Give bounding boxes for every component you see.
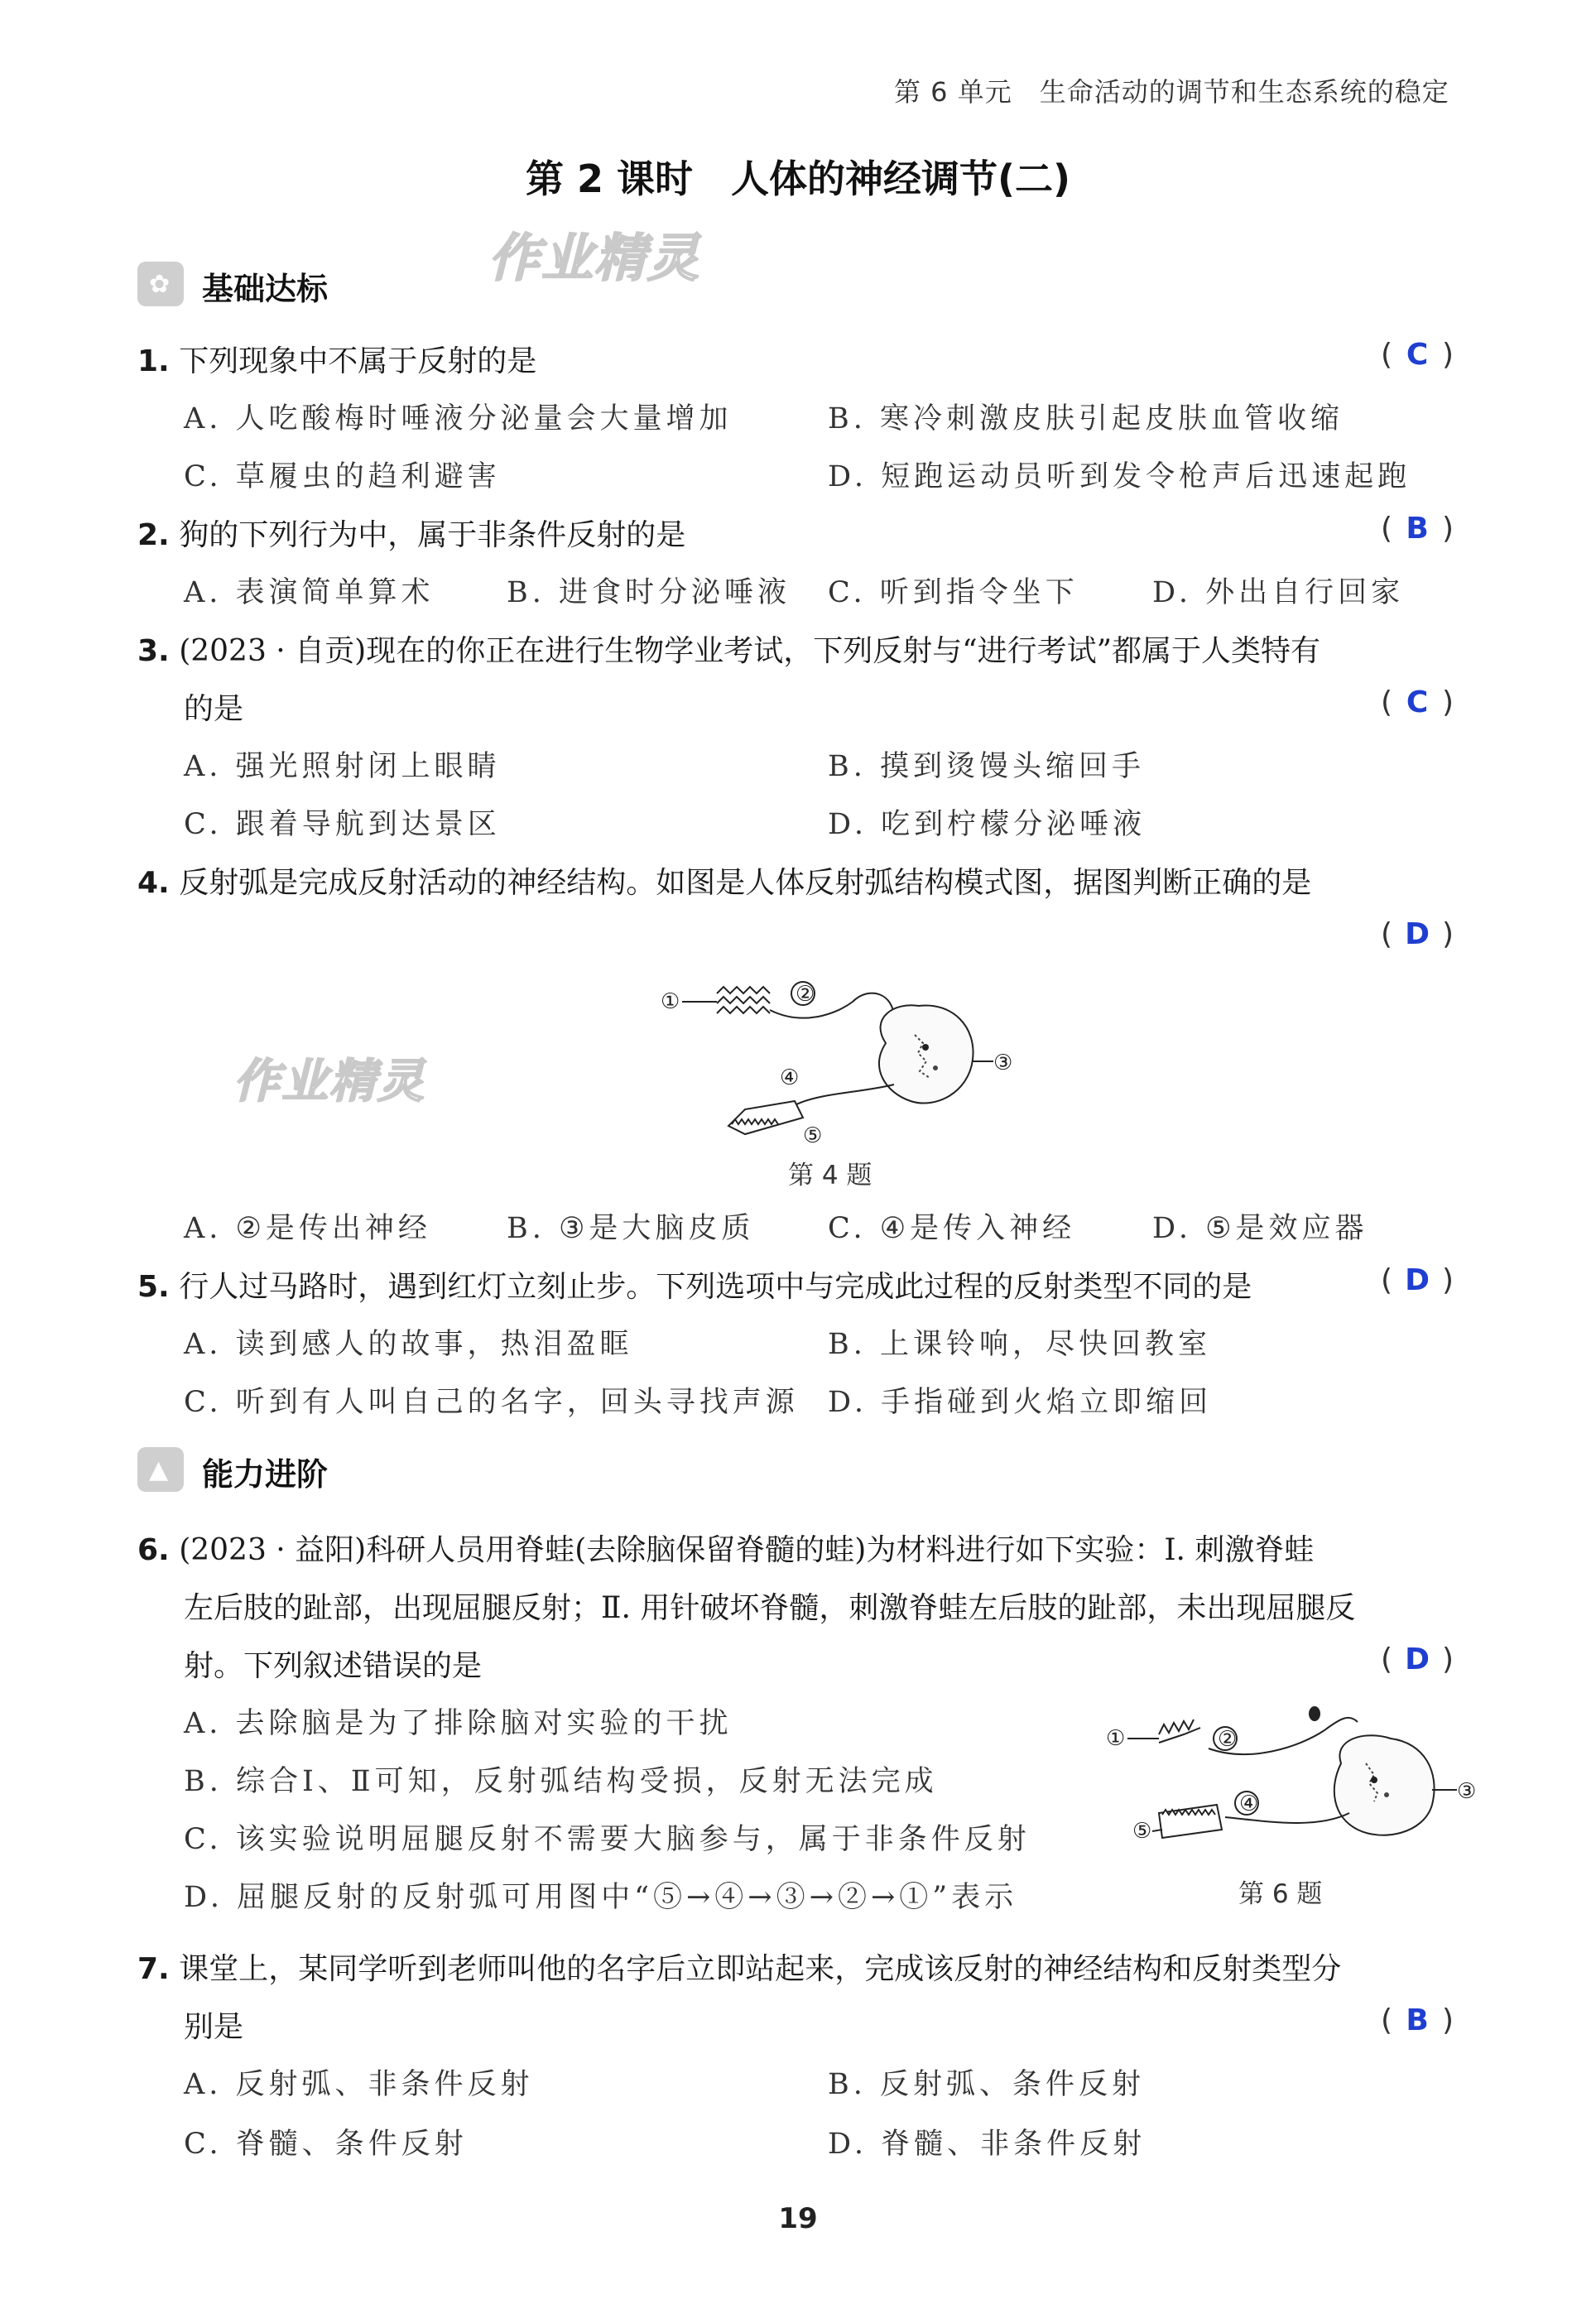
section-icon: ✿: [137, 262, 184, 306]
label-1: ①: [661, 989, 680, 1014]
label-4: ④: [780, 1065, 800, 1090]
answer-q5: [1381, 1263, 1454, 1297]
label-5: ⑤: [1132, 1819, 1152, 1844]
q6-option-d: D. 屈腿反射的反射弧可用图中“⑤→④→③→②→①”表示: [184, 1881, 1018, 1914]
paren-close: ): [1442, 2003, 1454, 2037]
q2-option-a: A. 表演简单算术: [184, 576, 435, 609]
q6-option-c: C. 该实验说明屈腿反射不需要大脑参与，属于非条件反射: [184, 1823, 1031, 1856]
answer-q6: [1381, 1642, 1454, 1676]
paren-open: (: [1381, 685, 1393, 719]
q1-option-c: C. 草履虫的趋利避害: [184, 460, 501, 493]
page-title: 第 2 课时 人体的神经调节(二): [525, 156, 1071, 201]
watermark-middle: 作业精灵: [233, 1055, 425, 1109]
q3-option-a: A. 强光照射闭上眼睛: [184, 750, 501, 783]
label-3: ③: [993, 1051, 1013, 1075]
q6-option-b: B. 综合Ⅰ、Ⅱ可知，反射弧结构受损，反射无法完成: [184, 1765, 938, 1798]
paren-open: (: [1381, 917, 1393, 951]
watermark-top: 作业精灵: [488, 228, 701, 288]
question-number: 6.: [137, 1533, 170, 1567]
reflex-arc-diagram-q6: [1101, 1697, 1490, 1863]
q2-option-c: C. 听到指令坐下: [828, 576, 1079, 609]
question-3: [137, 628, 1320, 670]
question-text: (2023 · 益阳)科研人员用脊蛙(去除脑保留脊髓的蛙)为材料进行如下实验：Ⅰ. 刺激脊蛙: [179, 1533, 1315, 1567]
q2-option-b: B. 进食时分泌唾液: [507, 576, 791, 609]
reflex-arc-diagram-q4: [646, 969, 1026, 1151]
question-6: [137, 1527, 1314, 1569]
answer-letter: D: [1405, 917, 1430, 951]
question-number: 4.: [137, 866, 170, 900]
answer-q2: [1381, 512, 1454, 546]
paren-open: (: [1381, 2003, 1393, 2037]
figure-caption-q6: 第 6 题: [1238, 1879, 1323, 1909]
question-7-line2: 别是: [184, 2010, 244, 2044]
q7-option-a: A. 反射弧、非条件反射: [184, 2068, 534, 2101]
question-number: 7.: [137, 1952, 170, 1986]
label-1: ①: [1106, 1726, 1126, 1751]
paren-open: (: [1381, 512, 1393, 546]
q1-option-a: A. 人吃酸梅时唾液分泌量会大量增加: [184, 402, 733, 435]
q4-option-b: B. ③是大脑皮质: [507, 1212, 755, 1245]
label-2: ②: [796, 982, 815, 1007]
section-title-basic: 基础达标: [202, 271, 329, 307]
question-number: 1.: [137, 344, 170, 378]
page-number: 19: [778, 2202, 818, 2235]
question-text: 行人过马路时，遇到红灯立刻止步。下列选项中与完成此过程的反射类型不同的是: [179, 1270, 1252, 1304]
q5-option-b: B. 上课铃响，尽快回教室: [828, 1328, 1211, 1361]
section-icon: ▲: [137, 1447, 184, 1492]
question-4: [137, 859, 1311, 902]
answer-q3: [1381, 685, 1454, 719]
q4-option-d: D. ⑤是效应器: [1152, 1212, 1368, 1245]
section-title-advanced: 能力进阶: [202, 1456, 329, 1493]
q4-option-c: C. ④是传入神经: [828, 1212, 1076, 1245]
label-3: ③: [1457, 1779, 1477, 1804]
question-text: 狗的下列行为中，属于非条件反射的是: [179, 518, 686, 552]
paren-open: (: [1381, 338, 1393, 372]
question-number: 5.: [137, 1270, 170, 1304]
question-1: [137, 338, 536, 380]
unit-header: 第 6 单元 生命活动的调节和生态系统的稳定: [894, 76, 1449, 108]
question-text: (2023 · 自贡)现在的你正在进行生物学业考试，下列反射与“进行考试”都属于人类特有: [179, 634, 1321, 668]
question-text: 反射弧是完成反射活动的神经结构。如图是人体反射弧结构模式图，据图判断正确的是: [179, 866, 1312, 900]
q1-option-b: B. 寒冷刺激皮肤引起皮肤血管收缩: [828, 402, 1344, 435]
question-7: [137, 1945, 1341, 1988]
q5-option-c: C. 听到有人叫自己的名字，回头寻找声源: [184, 1386, 799, 1419]
paren-open: (: [1381, 1263, 1393, 1297]
paren-close: ): [1442, 917, 1454, 951]
answer-letter: C: [1406, 338, 1429, 372]
answer-letter: D: [1405, 1642, 1430, 1676]
label-5: ⑤: [803, 1123, 823, 1148]
question-5: [137, 1263, 1252, 1306]
answer-letter: B: [1406, 512, 1429, 546]
question-number: 2.: [137, 518, 170, 552]
paren-close: ): [1442, 338, 1454, 372]
label-2: ②: [1218, 1727, 1238, 1752]
paren-close: ): [1442, 685, 1454, 719]
paren-open: (: [1381, 1642, 1393, 1676]
q3-option-b: B. 摸到烫馒头缩回手: [828, 750, 1145, 783]
paren-close: ): [1442, 1642, 1454, 1676]
q4-option-a: A. ②是传出神经: [184, 1212, 431, 1245]
paren-close: ): [1442, 1263, 1454, 1297]
q5-option-d: D. 手指碰到火焰立即缩回: [828, 1386, 1213, 1419]
figure-caption-q4: 第 4 题: [788, 1161, 873, 1190]
q3-option-c: C. 跟着导航到达景区: [184, 808, 501, 841]
question-6-line2: 左后肢的趾部，出现屈腿反射；Ⅱ. 用针破坏脊髓，刺激脊蛙左后肢的趾部，未出现屈腿反: [184, 1591, 1356, 1625]
q7-option-d: D. 脊髓、非条件反射: [828, 2128, 1147, 2161]
answer-letter: D: [1405, 1263, 1430, 1297]
q1-option-d: D. 短跑运动员听到发令枪声后迅速起跑: [828, 460, 1411, 493]
label-4: ④: [1239, 1792, 1259, 1816]
question-6-line3: 射。下列叙述错误的是: [184, 1649, 483, 1683]
answer-q1: [1381, 338, 1454, 372]
question-3-line2: 的是: [184, 692, 244, 726]
question-2: [137, 512, 685, 554]
q7-option-c: C. 脊髓、条件反射: [184, 2128, 468, 2161]
answer-q7: [1381, 2003, 1454, 2037]
q7-option-b: B. 反射弧、条件反射: [828, 2068, 1145, 2101]
question-number: 3.: [137, 634, 170, 668]
question-text: 下列现象中不属于反射的是: [179, 344, 537, 378]
answer-q4: [1381, 917, 1454, 951]
q5-option-a: A. 读到感人的故事，热泪盈眶: [184, 1328, 633, 1361]
q3-option-d: D. 吃到柠檬分泌唾液: [828, 808, 1147, 841]
q2-option-d: D. 外出自行回家: [1152, 576, 1405, 609]
paren-close: ): [1442, 512, 1454, 546]
q6-option-a: A. 去除脑是为了排除脑对实验的干扰: [184, 1707, 733, 1740]
answer-letter: C: [1406, 685, 1429, 719]
answer-letter: B: [1406, 2003, 1429, 2037]
question-text: 课堂上，某同学听到老师叫他的名字后立即站起来，完成该反射的神经结构和反射类型分: [179, 1952, 1342, 1986]
